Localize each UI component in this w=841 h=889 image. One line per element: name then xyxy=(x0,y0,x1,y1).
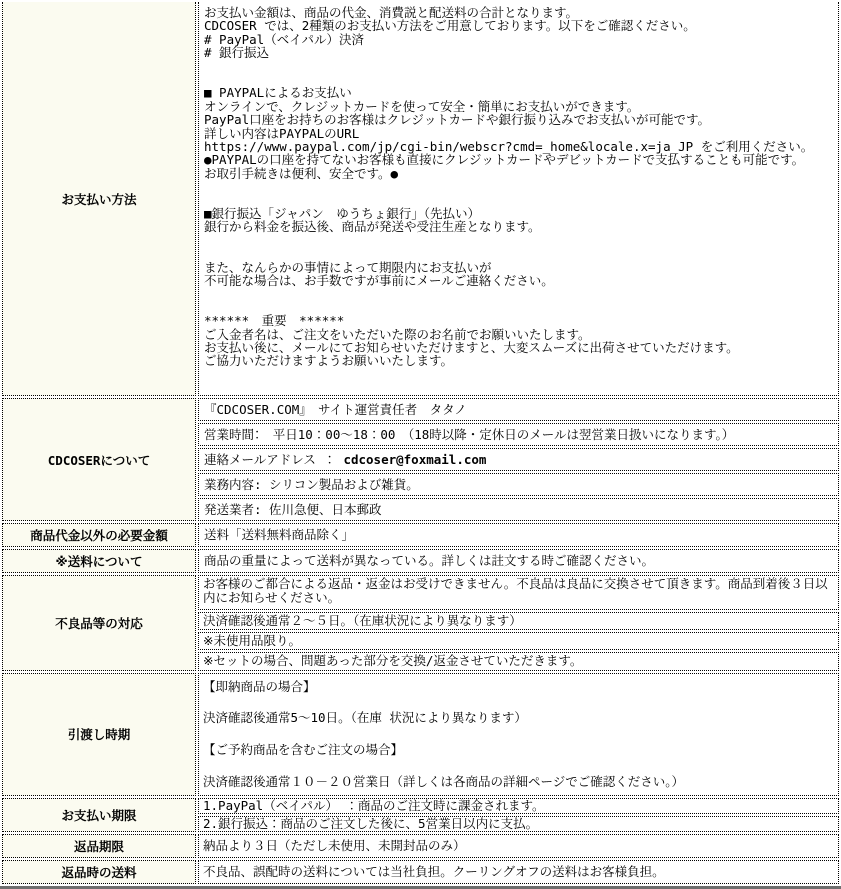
window-bottom-border xyxy=(0,886,841,889)
text-line: オンラインで、クレジットカードを使って安全・簡単にお支払いができます。 xyxy=(204,98,640,114)
text-line xyxy=(204,73,833,86)
section-content-cell: ※セットの場合、問題あった部分を交換/返金させていただきます。 xyxy=(198,652,839,670)
table-row xyxy=(2,575,839,610)
table-row xyxy=(2,798,839,814)
section-label: お支払い方法 xyxy=(2,2,196,396)
text-line xyxy=(204,60,833,73)
section-content-cell: 送料「送料無料商品除く」 xyxy=(198,523,839,547)
text-line: ■ PAYPALによるお支払い xyxy=(204,85,352,101)
text-line: 不可能な場合は、お手数ですが事前にメールご連絡ください。 xyxy=(204,273,554,289)
text-line: お取引手続きは便利、安全です。● xyxy=(204,165,399,181)
section-label: 返品時の送料 xyxy=(2,860,196,884)
text-line: 銀行から料金を振込後、商品が発送や受注生産となります。 xyxy=(204,219,541,235)
text-line: 連絡メールアドレス ： xyxy=(204,451,344,467)
text-line xyxy=(204,234,833,247)
section-label: CDCOSERについて xyxy=(2,398,196,521)
text-line xyxy=(203,726,834,742)
section-label: 返品期限 xyxy=(2,834,196,858)
text-line: https://www.paypal.com/jp/cgi-bin/webscr?cmd=_home&locale.x=ja_JP をご利用ください。 xyxy=(204,139,814,155)
section-label: お支払い期限 xyxy=(2,798,196,832)
text-line: 決済確認後通常5～10日。（在庫 状況により異なります） xyxy=(203,710,527,726)
section-content-cell: 営業時間： 平日10：00～18：00 （18時以降・定休日のメールは翌営業日扱いになります。） xyxy=(198,423,839,446)
text-line xyxy=(204,194,833,207)
table-row xyxy=(2,398,839,421)
text-line: また、なんらかの事情によって期限内にお支払いが xyxy=(204,259,492,275)
table-row xyxy=(2,2,839,396)
text-line: # PayPal（ベイパル）決済 xyxy=(204,31,364,47)
section-content-cell: 『CDCOSER.COM』 サイト運営責任者 タタノ xyxy=(198,398,839,421)
table-row xyxy=(2,860,839,884)
text-line: ご入金者名は、ご注文をいただいた際のお名前でお願いいたします。 xyxy=(204,326,591,342)
section-label: 引渡し時期 xyxy=(2,673,196,796)
section-label: 不良品等の対応 xyxy=(2,575,196,671)
text-line: お支払い金額は、商品の代金、消費説と配送料の合計となります。 xyxy=(204,5,579,20)
section-content-cell xyxy=(198,2,839,396)
text-line: 【即納商品の場合】 xyxy=(203,678,316,694)
section-content-cell: ※未使用品限り。 xyxy=(198,632,839,650)
text-line: ■銀行振込「ジャパン ゆうちょ銀行」（先払い） xyxy=(204,206,481,222)
text-line xyxy=(204,301,833,314)
text-line: CDCOSER では、2種類のお支払い方法をご用意しております。以下をご確認ください。 xyxy=(204,18,696,34)
section-label: ※送料について xyxy=(2,549,196,573)
text-line xyxy=(204,287,833,300)
table-row xyxy=(2,673,839,796)
section-content-cell: 商品の重量によって送料が異なっている。詳しくは註文する時ご確認ください。 xyxy=(198,549,839,573)
section-content-cell: 1.PayPal（ベイパル） ：商品のご注文時に課金されます。 xyxy=(198,798,839,814)
text-line: 【ご予約商品を含むご注文の場合】 xyxy=(203,742,404,758)
text-line: ご協力いただけますようお願いいたします。 xyxy=(204,353,454,369)
section-content-cell: お客様のご都合による返品・返金はお受けできません。不良品は良品に交換させて頂きます。商品到着後３日以内にお知らせください。 xyxy=(198,575,839,610)
table-row xyxy=(2,523,839,547)
shop-info-table-body xyxy=(2,2,839,884)
table-row xyxy=(2,549,839,573)
section-content-cell: 業務内容: シリコン製品および雑貨。 xyxy=(198,473,839,496)
text-line: お支払い後に、メールにてお知らせいただけますと、大変スムーズに出荷させていただけます。 xyxy=(204,340,739,356)
section-content-cell xyxy=(198,448,839,471)
table-row xyxy=(2,834,839,858)
section-content-cell: 納品より３日（ただし未使用、未開封品のみ） xyxy=(198,834,839,858)
section-content-cell: 発送業者: 佐川急便、日本郵政 xyxy=(198,498,839,521)
text-line: 詳しい内容はPAYPALのURL xyxy=(204,125,360,141)
text-line xyxy=(204,247,833,260)
text-line xyxy=(204,180,833,193)
text-line: PayPal口座をお持ちのお客様はクレジットカードや銀行振り込みでお支払いが可能です。 xyxy=(204,112,710,128)
section-content-cell: 決済確認後通常２～５日。（在庫状況により異なります） xyxy=(198,612,839,630)
section-content-cell: 不良品、誤配時の送料については当社負担。クーリングオフの送料はお客様負担。 xyxy=(198,860,839,884)
section-content-cell xyxy=(198,673,839,796)
section-content-cell: 2.銀行振込：商品のご注文した後に、5営業日以内に支払。 xyxy=(198,816,839,832)
section-label: 商品代金以外の必要金額 xyxy=(2,523,196,547)
text-line: ****** 重要 ****** xyxy=(204,313,345,329)
text-line: # 銀行振込 xyxy=(204,45,270,61)
text-line: 決済確認後通常１０－２０営業日（詳しくは各商品の詳細ページでご確認ください。） xyxy=(203,774,685,789)
text-line xyxy=(203,695,834,711)
text-line: ●PAYPALの口座を持てないお客様も直接にクレジットカードやデビットカードで支払することも可能です。 xyxy=(204,152,805,168)
contact-email: cdcoser@foxmail.com xyxy=(343,451,487,467)
text-line xyxy=(203,758,834,774)
